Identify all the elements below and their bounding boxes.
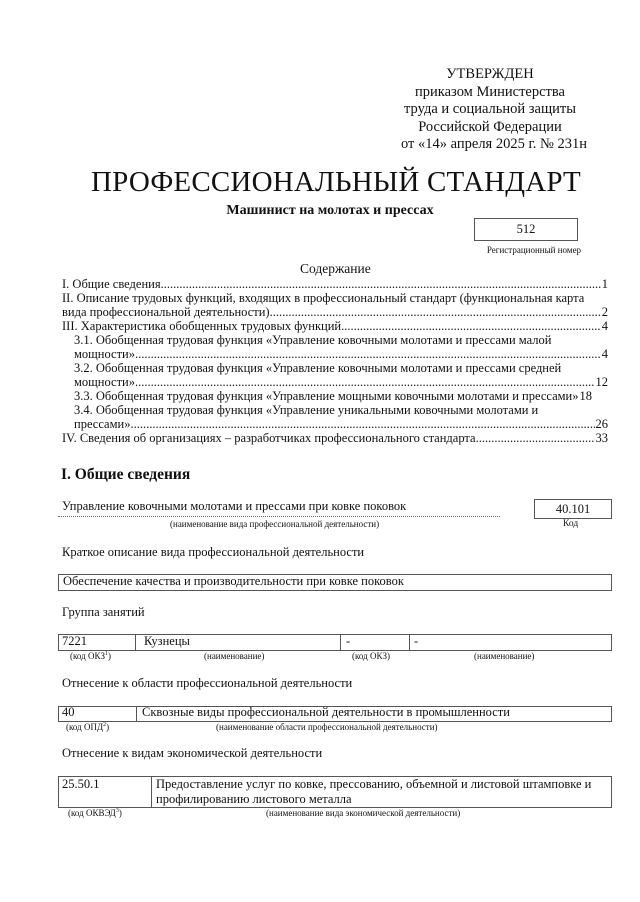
approval-line-3: труда и социальной защиты xyxy=(404,101,576,117)
approval-line-5: от «14» апреля 2025 г. № 231н xyxy=(400,136,588,152)
opd-code: 40 xyxy=(62,705,75,719)
okz-code: 7221 xyxy=(62,634,87,648)
okved-code: 25.50.1 xyxy=(62,777,100,791)
registration-number-label: Регистрационный номер xyxy=(486,245,582,255)
opd-name: Сквозные виды профессиональной деятельности в промышленности xyxy=(142,705,510,719)
okved-label: Отнесение к видам экономической деятельности xyxy=(62,746,323,760)
opd-label: Отнесение к области профессиональной деятельности xyxy=(62,676,353,690)
opd-code-caption: (код ОПД$^2$) xyxy=(66,722,110,732)
okz-name-2: - xyxy=(414,634,419,648)
activity-name: Управление ковочными молотами и прессами при ковке поковок xyxy=(62,499,407,513)
section-title: I. Общие сведения xyxy=(61,466,191,483)
toc-item[interactable]: IV. Сведения об организациях – разработчиках профессионального стандарта ..... 33 xyxy=(62,431,608,445)
toc-item[interactable]: 3.2. Обобщенная трудовая функция «Управление ковочными молотами и прессами средней мощности» ..... 12 xyxy=(62,361,608,389)
table-divider xyxy=(151,777,152,807)
approval-line-1: УТВЕРЖДЕН xyxy=(446,66,534,82)
toc-item[interactable]: 3.3. Обобщенная трудовая функция «Управление мощными ковочными молотами и прессами» 18 xyxy=(74,389,592,403)
short-description-label: Краткое описание вида профессиональной деятельности xyxy=(62,545,365,559)
okved-code-caption: (код ОКВЭД$^3$) xyxy=(68,808,122,818)
toc-item[interactable]: 3.4. Обобщенная трудовая функция «Управление уникальными ковочными молотами и прессами» ..... 26 xyxy=(62,403,608,431)
activity-code-box: 40.101 xyxy=(534,499,612,519)
short-description-text: Обеспечение качества и производительности при ковке поковок xyxy=(63,574,404,588)
table-divider xyxy=(340,635,341,650)
table-divider xyxy=(409,635,410,650)
occupation-group-label: Группа занятий xyxy=(62,605,145,619)
toc-item[interactable]: III. Характеристика обобщенных трудовых функций ..... 4 xyxy=(62,319,608,333)
activity-caption: (наименование вида профессиональной деятельности) xyxy=(170,519,380,529)
table-divider xyxy=(136,707,137,721)
toc-item[interactable]: I. Общие сведения ..... 1 xyxy=(62,277,608,291)
occupation-group-table xyxy=(58,634,612,651)
document-subtitle: Машинист на молотах и прессах xyxy=(226,203,434,218)
okz-code-2: - xyxy=(346,634,351,648)
activity-underline xyxy=(58,516,500,517)
approval-stamp xyxy=(380,66,600,154)
toc-item[interactable]: 3.1. Обобщенная трудовая функция «Управление ковочными молотами и прессами малой мощности» ..... 4 xyxy=(62,333,608,361)
document-title: ПРОФЕССИОНАЛЬНЫЙ СТАНДАРТ xyxy=(91,166,581,198)
approval-line-2: приказом Министерства xyxy=(415,83,565,100)
approval-line-4: Российской Федерации xyxy=(418,118,562,135)
toc-heading: Содержание xyxy=(300,261,371,276)
okz-name: Кузнецы xyxy=(144,634,190,648)
okz-name-caption: (наименование) xyxy=(204,651,265,661)
okved-name: Предоставление услуг по ковке, прессованию, объемной и листовой штамповке и профилированию листового металла xyxy=(156,777,592,806)
okz-name-2-caption: (наименование) xyxy=(474,651,535,661)
okved-name-caption: (наименование вида экономической деятельности) xyxy=(266,808,461,818)
table-divider xyxy=(135,635,136,650)
activity-code-caption: Код xyxy=(563,519,579,529)
toc-item[interactable]: II. Описание трудовых функций, входящих в профессиональный стандарт (функциональная карта вида профессиональной деятельности) ..... 2 xyxy=(62,291,608,319)
okz-code-caption: (код ОКЗ$^1$) xyxy=(70,651,111,661)
table-of-contents xyxy=(62,277,608,445)
opd-name-caption: (наименование области профессиональной деятельности) xyxy=(216,722,438,732)
okz-code-2-caption: (код ОКЗ) xyxy=(352,651,390,661)
registration-number-box: 512 xyxy=(474,218,578,241)
